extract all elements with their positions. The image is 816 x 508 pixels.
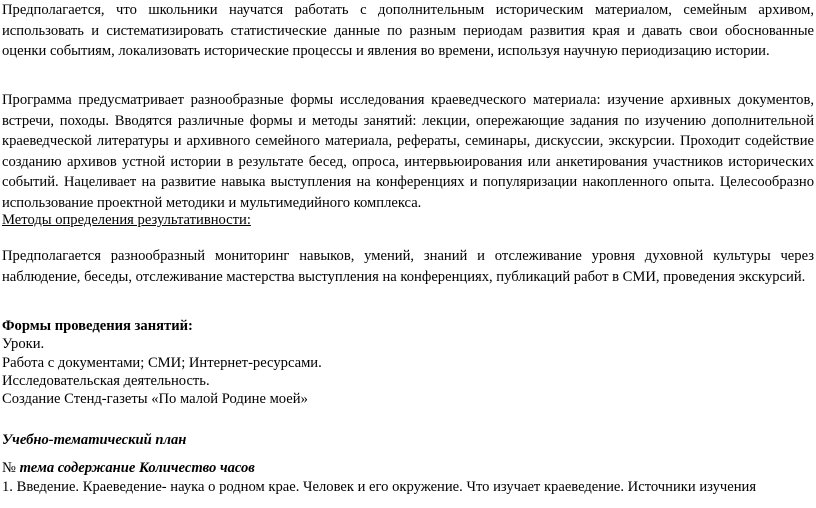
- intro-paragraph: Предполагается, что школьники научатся работать с дополнительным историческим материалом, семейным архивом, использовать и систематизировать статистические данные по разным периодам развития края и давать свои обоснованные оценки событиям, локализовать исторические процессы и явления во времени, используя научную периодизацию истории.: [2, 2, 814, 59]
- program-paragraph: Программа предусматривает разнообразные формы исследования краеведческого материала: изучение архивных документов, встречи, походы. Вводятся различные формы и методы занятий: лекции, опережающие задания по изучению дополнительной краеведческой литературы и архивного семейного материала, рефераты, семинары, дискуссии, экскурсии. Проходит содействие созданию архивов устной истории в результате бесед, опроса, интервьюирования или анкетирования участников исторических событий. Нацеливает на развитие навыка выступления на конференциях и популяризации накопленного опыта. Целесообразно использование проектной методики и мультимедийного комплекса.: [2, 92, 814, 211]
- forms-item: Уроки.: [2, 336, 45, 352]
- table-header: [2, 458, 814, 479]
- forms-item: Исследовательская деятельность.: [2, 373, 210, 389]
- forms-heading: Формы проведения занятий:: [2, 318, 193, 334]
- methods-heading: Методы определения результативности:: [2, 212, 251, 228]
- forms-item: Создание Стенд-газеты «По малой Родине моей»: [2, 391, 308, 407]
- monitoring-paragraph: Предполагается разнообразный мониторинг навыков, умений, знаний и отслеживание уровня духовной культуры через наблюдение, беседы, отслеживание мастерства выступления на конференциях, публикаций работ в СМИ, проведения экскурсий.: [2, 248, 814, 285]
- forms-item: Работа с документами; СМИ; Интернет-ресурсами.: [2, 355, 322, 371]
- plan-heading: Учебно-тематический план: [2, 432, 187, 448]
- table-row: 1. Введение. Краеведение- наука о родном крае. Человек и его окружение. Что изучает краеведение. Источники изучения: [2, 479, 757, 495]
- table-header-columns: тема содержание Количество часов: [15, 460, 255, 476]
- number-sign: №: [2, 460, 16, 476]
